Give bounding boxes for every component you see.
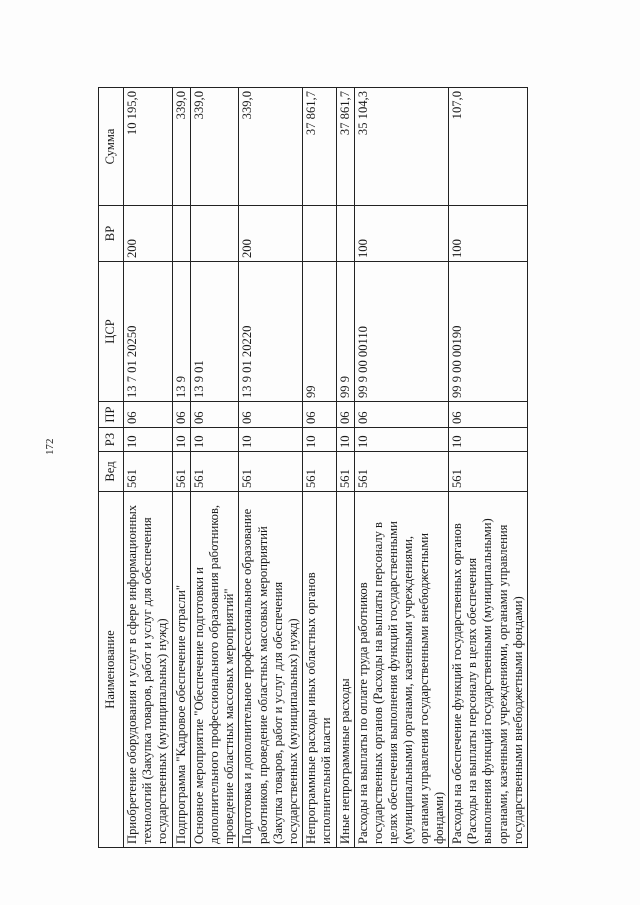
cell-vr: 200	[124, 206, 173, 262]
cell-rz: 10	[190, 428, 239, 452]
table-row	[336, 88, 354, 848]
table-row	[124, 88, 173, 848]
cell-ved: 561	[303, 452, 336, 492]
cell-ved: 561	[190, 452, 239, 492]
cell-csr: 99 9 00 00190	[449, 262, 528, 402]
cell-name: Приобретение оборудования и услуг в сфере информационных технологий (Закупка товаров, работ и услуг для обеспечения государственных (муниципальных) нужд)	[124, 492, 173, 848]
cell-name: Расходы на выплаты по оплате труда работников государственных органов (Расходы на выплаты персоналу в целях обеспечения выполнения функций государственными (муниципальными) органами, казенными учреждениями, органами управления государственными внебюджетными фондами)	[354, 492, 448, 848]
table-header-row	[99, 88, 124, 848]
cell-pr: 06	[336, 402, 354, 428]
table-row	[354, 88, 448, 848]
cell-rz: 10	[239, 428, 303, 452]
cell-pr: 06	[239, 402, 303, 428]
cell-ved: 561	[354, 452, 448, 492]
cell-rz: 10	[172, 428, 190, 452]
cell-sum: 339,0	[190, 88, 239, 206]
cell-rz: 10	[354, 428, 448, 452]
cell-name: Иные непрограммные расходы	[336, 492, 354, 848]
cell-pr: 06	[172, 402, 190, 428]
cell-ved: 561	[336, 452, 354, 492]
header-ved: Вед	[99, 452, 124, 492]
cell-pr: 06	[124, 402, 173, 428]
cell-csr: 99 9	[336, 262, 354, 402]
cell-pr: 06	[190, 402, 239, 428]
cell-vr	[172, 206, 190, 262]
cell-csr: 99 9 00 00110	[354, 262, 448, 402]
cell-sum: 339,0	[172, 88, 190, 206]
cell-csr: 13 7 01 20250	[124, 262, 173, 402]
cell-vr	[190, 206, 239, 262]
cell-pr: 06	[354, 402, 448, 428]
table-row	[172, 88, 190, 848]
header-name: Наименование	[99, 492, 124, 848]
cell-name: Подпрограмма "Кадровое обеспечение отрасли"	[172, 492, 190, 848]
page-number: 172	[44, 438, 56, 455]
cell-csr: 13 9 01	[190, 262, 239, 402]
cell-pr: 06	[303, 402, 336, 428]
cell-rz: 10	[449, 428, 528, 452]
cell-sum: 10 195,0	[124, 88, 173, 206]
cell-csr: 13 9	[172, 262, 190, 402]
header-rz: РЗ	[99, 428, 124, 452]
cell-ved: 561	[172, 452, 190, 492]
cell-pr: 06	[449, 402, 528, 428]
cell-vr: 100	[449, 206, 528, 262]
budget-table	[98, 87, 528, 848]
cell-name: Основное мероприятие "Обеспечение подготовки и дополнительного профессионального образования работников, проведение областных массовых мероприятий"	[190, 492, 239, 848]
cell-rz: 10	[303, 428, 336, 452]
header-sum: Сумма	[99, 88, 124, 206]
table-row	[190, 88, 239, 848]
cell-rz: 10	[336, 428, 354, 452]
cell-vr: 200	[239, 206, 303, 262]
cell-csr: 99	[303, 262, 336, 402]
table-row	[303, 88, 336, 848]
header-vr: ВР	[99, 206, 124, 262]
cell-sum: 37 861,7	[336, 88, 354, 206]
cell-vr: 100	[354, 206, 448, 262]
cell-name: Расходы на обеспечение функций государственных органов (Расходы на выплаты персоналу в целях обеспечения выполнения функций государственными (муниципальными) органами, казенными учреждениями, органами управления государственными внебюджетными фондами)	[449, 492, 528, 848]
cell-vr	[336, 206, 354, 262]
cell-csr: 13 9 01 20220	[239, 262, 303, 402]
cell-sum: 37 861,7	[303, 88, 336, 206]
table-row	[449, 88, 528, 848]
cell-rz: 10	[124, 428, 173, 452]
header-csr: ЦСР	[99, 262, 124, 402]
cell-ved: 561	[124, 452, 173, 492]
header-pr: ПР	[99, 402, 124, 428]
rotated-table-container	[98, 88, 598, 848]
cell-sum: 339,0	[239, 88, 303, 206]
cell-sum: 35 104,3	[354, 88, 448, 206]
cell-vr	[303, 206, 336, 262]
cell-sum: 107,0	[449, 88, 528, 206]
cell-ved: 561	[239, 452, 303, 492]
table-row	[239, 88, 303, 848]
cell-name: Непрограммные расходы иных областных органов исполнительной власти	[303, 492, 336, 848]
cell-name: Подготовка и дополнительное профессиональное образование работников, проведение областных массовых мероприятий (Закупка товаров, работ и услуг для обеспечения государственных (муниципальных) нужд)	[239, 492, 303, 848]
cell-ved: 561	[449, 452, 528, 492]
